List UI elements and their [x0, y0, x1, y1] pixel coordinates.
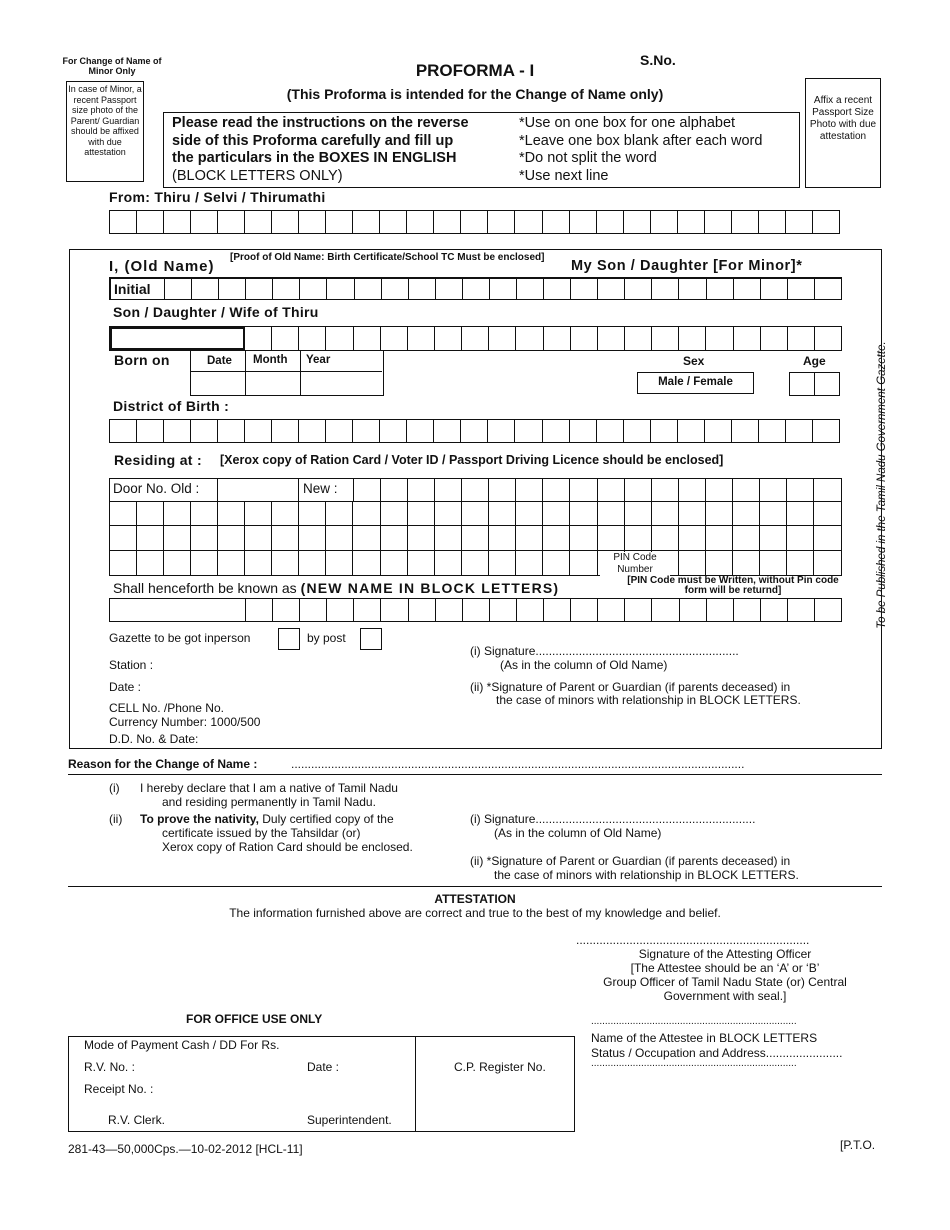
- letter-box[interactable]: [543, 279, 570, 299]
- dob-month-input[interactable]: [246, 372, 300, 394]
- letter-box[interactable]: [487, 211, 514, 233]
- letter-box[interactable]: [326, 279, 353, 299]
- letter-box[interactable]: [597, 279, 624, 299]
- address-grid-line: [705, 478, 706, 501]
- dob-year-input[interactable]: [301, 372, 382, 394]
- letter-box[interactable]: [325, 211, 352, 233]
- address-grid-line: [678, 478, 679, 501]
- letter-box[interactable]: [543, 327, 570, 350]
- address-grid-line: [434, 501, 435, 576]
- letter-box[interactable]: [190, 420, 217, 442]
- address-grid-line: [325, 501, 326, 576]
- address-grid-line: [461, 501, 462, 576]
- reason-sig1-note: (As in the column of Old Name): [494, 826, 662, 840]
- letter-box[interactable]: [352, 211, 379, 233]
- letter-box[interactable]: [434, 327, 461, 350]
- attestee-name-l1: Name of the Attestee in BLOCK LETTERS: [591, 1031, 818, 1045]
- photo-note: Affix a recent Passport Size Photo with due attestation: [809, 95, 877, 142]
- serial-number-label: S.No.: [640, 52, 676, 68]
- old-name-row: [109, 277, 842, 300]
- address-grid-line: [244, 501, 245, 576]
- initial-label: Initial: [111, 279, 165, 299]
- pin-label: PIN Code Number: [600, 552, 670, 576]
- instr-line-2: side of this Proforma carefully and fill up: [172, 132, 454, 149]
- address-grid-line: [298, 501, 299, 576]
- attestation-statement: The information furnished above are correct and true to the best of my knowledge and belief.: [229, 906, 721, 920]
- letter-box[interactable]: [217, 420, 244, 442]
- letter-box[interactable]: [435, 279, 462, 299]
- by-post-label: by post: [307, 631, 346, 645]
- letter-box[interactable]: [217, 211, 244, 233]
- letter-box[interactable]: [704, 211, 731, 233]
- year-label: Year: [306, 354, 331, 366]
- age-label: Age: [803, 354, 826, 368]
- letter-box[interactable]: [110, 211, 136, 233]
- letter-box[interactable]: [245, 327, 271, 350]
- letter-box[interactable]: [787, 279, 814, 299]
- letter-box[interactable]: [190, 211, 217, 233]
- letter-box[interactable]: [380, 599, 407, 621]
- letter-box[interactable]: [353, 327, 380, 350]
- letter-box[interactable]: [110, 420, 136, 442]
- letter-box[interactable]: [299, 599, 326, 621]
- decl-ii-l2: certificate issued by the Tahsildar (or): [162, 826, 361, 840]
- dd-label: D.D. No. & Date:: [109, 732, 199, 746]
- station-label: Station :: [109, 658, 154, 672]
- letter-box[interactable]: [461, 327, 488, 350]
- letter-box[interactable]: [136, 211, 163, 233]
- rule-2: *Leave one box blank after each word: [519, 132, 763, 149]
- reason-sig1-label: (i) Signature..................................................................: [470, 812, 756, 826]
- rv-clerk-label: R.V. Clerk.: [108, 1113, 165, 1127]
- letter-box[interactable]: [352, 420, 379, 442]
- letter-box[interactable]: [623, 211, 650, 233]
- decl-ii-l1: [140, 812, 394, 826]
- letter-box[interactable]: [272, 599, 299, 621]
- address-grid-line: [380, 478, 381, 501]
- attesting-sig-l3: Group Officer of Tamil Nadu State (or) Central: [603, 975, 847, 989]
- letter-box[interactable]: [758, 420, 785, 442]
- sig1-note: (As in the column of Old Name): [500, 658, 668, 672]
- attesting-sig-l1: Signature of the Attesting Officer: [638, 947, 812, 961]
- letter-box[interactable]: [326, 599, 353, 621]
- letter-box[interactable]: [381, 279, 408, 299]
- address-grid-line: [597, 501, 598, 576]
- letter-box[interactable]: [733, 327, 760, 350]
- letter-box[interactable]: [542, 420, 569, 442]
- pin-note: [PIN Code must be Written, without Pin code form will be returnd]: [627, 575, 839, 596]
- door-old-label: Door No. Old :: [113, 481, 200, 496]
- by-post-checkbox[interactable]: [360, 628, 382, 650]
- letter-box[interactable]: [516, 279, 543, 299]
- letter-box[interactable]: [679, 599, 706, 621]
- letter-box[interactable]: [514, 211, 541, 233]
- address-grid-line: [136, 501, 137, 576]
- letter-box[interactable]: [489, 599, 516, 621]
- letter-box[interactable]: [597, 599, 624, 621]
- letter-box[interactable]: [760, 599, 787, 621]
- letter-box[interactable]: [760, 327, 787, 350]
- address-grid-line: [624, 478, 625, 501]
- decl-ii-num: (ii): [109, 812, 123, 826]
- letter-box[interactable]: [543, 599, 570, 621]
- door-new-label: New :: [303, 481, 338, 496]
- decl-i-l2: and residing permanently in Tamil Nadu.: [162, 795, 376, 809]
- parent-name-boxes[interactable]: [245, 327, 841, 350]
- letter-box[interactable]: [706, 599, 733, 621]
- address-grid-line: [407, 478, 408, 501]
- letter-box[interactable]: [325, 420, 352, 442]
- address-grid-line: [786, 501, 787, 576]
- address-grid-line: [407, 501, 408, 576]
- letter-box[interactable]: [460, 211, 487, 233]
- old-name-proof-note: [Proof of Old Name: Birth Certificate/School TC Must be enclosed]: [230, 252, 545, 263]
- attesting-sig-l2: [The Attestee should be an ‘A’ or ‘B’: [630, 961, 820, 975]
- address-grid-line: [298, 478, 299, 501]
- decl-i-num: (i): [109, 781, 120, 795]
- letter-box[interactable]: [706, 279, 733, 299]
- address-grid-line: [597, 478, 598, 501]
- age-boxes[interactable]: [789, 372, 840, 396]
- side-text: To be Published in the Tamil Nadu Government Gazette.: [876, 341, 888, 629]
- gazette-label: Gazette to be got inperson: [109, 631, 251, 645]
- letter-box[interactable]: [516, 599, 543, 621]
- letter-box[interactable]: [406, 420, 433, 442]
- letter-box[interactable]: [812, 211, 839, 233]
- letter-box[interactable]: [325, 327, 352, 350]
- new-name-boxes[interactable]: [246, 599, 841, 621]
- reason-label: Reason for the Change of Name :: [68, 757, 258, 771]
- currency-label: Currency Number: 1000/500: [109, 715, 261, 729]
- sex-value: Male / Female: [658, 376, 733, 388]
- letter-box[interactable]: [408, 599, 435, 621]
- attestee-name-line[interactable]: ..........................................................................: [591, 1016, 797, 1027]
- address-grid-line: [353, 478, 354, 501]
- address-grid-line: [190, 501, 191, 576]
- rv-number-label: R.V. No. :: [84, 1060, 135, 1074]
- address-grid-line: [163, 501, 164, 576]
- letter-box[interactable]: [514, 420, 541, 442]
- letter-box[interactable]: [165, 279, 191, 299]
- parent-label: Son / Daughter / Wife of Thiru: [113, 304, 319, 320]
- office-heading: FOR OFFICE USE ONLY: [186, 1012, 323, 1026]
- new-name-bold: (NEW NAME IN BLOCK LETTERS): [300, 580, 560, 596]
- letter-box[interactable]: [731, 420, 758, 442]
- letter-box[interactable]: [246, 599, 272, 621]
- reason-sig2-label: (ii) *Signature of Parent or Guardian (if parents deceased) in: [470, 854, 791, 868]
- letter-box[interactable]: [433, 420, 460, 442]
- from-label: From: Thiru / Selvi / Thirumathi: [109, 189, 326, 205]
- address-grid-line: [786, 478, 787, 501]
- parent-initial-box[interactable]: [110, 327, 245, 350]
- sig1-label: (i) Signature.............................................................: [470, 644, 739, 658]
- address-grid-line: [488, 478, 489, 501]
- attesting-sig-l4: Government with seal.]: [663, 989, 787, 1003]
- letter-box[interactable]: [298, 420, 325, 442]
- letter-box[interactable]: [460, 420, 487, 442]
- residing-note: [Xerox copy of Ration Card / Voter ID / Passport Driving Licence should be enclosed]: [220, 453, 724, 467]
- decl-ii-text: Duly certified copy of the: [262, 812, 394, 826]
- letter-box[interactable]: [704, 420, 731, 442]
- letter-box[interactable]: [624, 327, 651, 350]
- address-grid-line: [542, 478, 543, 501]
- letter-box[interactable]: [787, 327, 814, 350]
- letter-box[interactable]: [678, 279, 705, 299]
- residing-label: Residing at :: [114, 452, 202, 468]
- letter-box[interactable]: [462, 599, 489, 621]
- letter-box[interactable]: [650, 420, 677, 442]
- letter-box[interactable]: [760, 279, 787, 299]
- address-grid-line: [542, 501, 543, 576]
- letter-box[interactable]: [380, 327, 407, 350]
- rule-4: *Use next line: [519, 167, 609, 184]
- letter-box[interactable]: [299, 279, 326, 299]
- letter-box[interactable]: [570, 599, 597, 621]
- address-grid-line: [759, 501, 760, 576]
- letter-box[interactable]: [624, 599, 651, 621]
- old-name-label: I, (Old Name): [109, 258, 215, 275]
- letter-box[interactable]: [812, 420, 839, 442]
- letter-box[interactable]: [733, 599, 760, 621]
- letter-box[interactable]: [597, 327, 624, 350]
- new-name-initial-box[interactable]: [110, 599, 246, 621]
- letter-box[interactable]: [623, 420, 650, 442]
- receipt-number-label: Receipt No. :: [84, 1082, 154, 1096]
- letter-box[interactable]: [298, 327, 325, 350]
- page-title: PROFORMA - I: [415, 61, 535, 80]
- sex-label: Sex: [683, 354, 705, 368]
- address-grid-line: [515, 501, 516, 576]
- address-grid-line: [813, 501, 814, 576]
- letter-box[interactable]: [569, 211, 596, 233]
- instructions-rules: [519, 115, 799, 185]
- address-grid-line: [569, 478, 570, 501]
- letter-box[interactable]: [271, 420, 298, 442]
- attesting-sig-line[interactable]: ......................................................................: [576, 933, 810, 947]
- district-boxes[interactable]: [109, 419, 840, 443]
- footer-code: 281-43—50,000Cps.—10-02-2012 [HCL-11]: [68, 1142, 303, 1156]
- address-grid-line: [380, 501, 381, 576]
- date-label: Date: [207, 355, 232, 367]
- letter-box[interactable]: [678, 327, 705, 350]
- address-grid-line: [217, 478, 218, 501]
- letter-box[interactable]: [245, 279, 272, 299]
- instr-line-3: the particulars in the BOXES IN ENGLISH: [172, 150, 457, 166]
- letter-box[interactable]: [787, 599, 814, 621]
- attestee-name-l2: Status / Occupation and Address.......................: [591, 1046, 843, 1060]
- address-grid-line: [651, 478, 652, 501]
- letter-box[interactable]: [354, 279, 381, 299]
- letter-box[interactable]: [785, 420, 812, 442]
- minor-label: My Son / Daughter [For Minor]*: [571, 258, 803, 274]
- address-grid-line: [813, 478, 814, 501]
- new-name-prefix: Shall henceforth be known as: [113, 580, 297, 596]
- letter-box[interactable]: [379, 420, 406, 442]
- letter-box[interactable]: [758, 211, 785, 233]
- minor-heading: For Change of Name of Minor Only: [62, 56, 162, 76]
- decl-i-l1: I hereby declare that I am a native of Tamil Nadu: [140, 781, 398, 795]
- letter-box[interactable]: [570, 327, 597, 350]
- letter-box[interactable]: [731, 211, 758, 233]
- address-grid-line: [271, 501, 272, 576]
- page-subtitle: (This Proforma is intended for the Change of Name only): [286, 86, 664, 102]
- sex-field[interactable]: [637, 372, 754, 394]
- letter-box[interactable]: [244, 211, 271, 233]
- letter-box[interactable]: [488, 327, 515, 350]
- letter-box[interactable]: [542, 211, 569, 233]
- letter-box[interactable]: [163, 420, 190, 442]
- from-name-boxes[interactable]: [109, 210, 840, 234]
- letter-box[interactable]: [407, 327, 434, 350]
- dob-date-input[interactable]: [191, 372, 245, 394]
- photo-box[interactable]: [805, 78, 881, 188]
- address-grid-line: [488, 501, 489, 576]
- attestation-heading: ATTESTATION: [434, 892, 516, 906]
- cp-register-label: C.P. Register No.: [454, 1060, 546, 1074]
- letter-box[interactable]: [733, 279, 760, 299]
- sig2-label: (ii) *Signature of Parent or Guardian (if parents deceased) in: [470, 680, 791, 694]
- letter-box[interactable]: [163, 211, 190, 233]
- letter-box[interactable]: [651, 279, 678, 299]
- office-date-label: Date :: [307, 1060, 340, 1074]
- letter-box[interactable]: [705, 327, 732, 350]
- address-grid-line: [705, 501, 706, 576]
- new-name-label: [113, 580, 559, 596]
- letter-box[interactable]: [650, 211, 677, 233]
- decl-ii-l3: Xerox copy of Ration Card should be enclosed.: [162, 840, 413, 854]
- letter-box[interactable]: [271, 327, 298, 350]
- address-grid-line: [732, 478, 733, 501]
- cell-label: CELL No. /Phone No.: [109, 701, 224, 715]
- instr-line-4: (BLOCK LETTERS ONLY): [172, 167, 343, 184]
- letter-box[interactable]: [487, 420, 514, 442]
- letter-box[interactable]: [570, 279, 597, 299]
- letter-box[interactable]: [435, 599, 462, 621]
- minor-photo-note: In case of Minor, a recent Passport size photo of the Parent/ Guardian should be affixed with due attestation: [68, 84, 142, 157]
- letter-box[interactable]: [651, 327, 678, 350]
- payment-mode-label: Mode of Payment Cash / DD For Rs.: [84, 1038, 280, 1052]
- address-grid-line: [759, 478, 760, 501]
- letter-box[interactable]: [406, 211, 433, 233]
- instructions-main: [172, 115, 512, 185]
- letter-box[interactable]: [272, 279, 299, 299]
- letter-box[interactable]: [462, 279, 489, 299]
- letter-box[interactable]: [569, 420, 596, 442]
- letter-box[interactable]: [408, 279, 435, 299]
- reason-sig2-note: the case of minors with relationship in BLOCK LETTERS.: [494, 868, 799, 882]
- letter-box[interactable]: [596, 420, 623, 442]
- parent-name-row: [109, 326, 842, 351]
- new-name-row: [109, 598, 842, 622]
- born-on-label: Born on: [114, 352, 170, 368]
- decl-ii-bold: To prove the nativity,: [140, 812, 259, 826]
- letter-box[interactable]: [353, 599, 380, 621]
- letter-box[interactable]: [298, 211, 325, 233]
- letter-box[interactable]: [785, 211, 812, 233]
- letter-box[interactable]: [136, 420, 163, 442]
- address-grid-line: [434, 478, 435, 501]
- attestee-address-line[interactable]: ..........................................................................: [591, 1058, 797, 1069]
- letter-box[interactable]: [624, 279, 651, 299]
- letter-box[interactable]: [677, 420, 704, 442]
- date-field-label: Date :: [109, 680, 142, 694]
- address-grid-line: [217, 501, 218, 576]
- address-grid-line: [678, 501, 679, 576]
- letter-box[interactable]: [191, 279, 218, 299]
- letter-box[interactable]: [814, 327, 841, 350]
- letter-box[interactable]: [814, 599, 841, 621]
- letter-box[interactable]: [218, 279, 245, 299]
- rule-3: *Do not split the word: [519, 150, 657, 166]
- letter-box[interactable]: [515, 327, 542, 350]
- attesting-sig-block: [570, 947, 880, 1003]
- superintendent-label: Superintendent.: [307, 1113, 392, 1127]
- letter-box[interactable]: [489, 279, 516, 299]
- inperson-checkbox[interactable]: [278, 628, 300, 650]
- letter-box[interactable]: [379, 211, 406, 233]
- letter-box[interactable]: [596, 211, 623, 233]
- address-grid-line: [461, 478, 462, 501]
- sig2-note: the case of minors with relationship in BLOCK LETTERS.: [496, 693, 801, 707]
- letter-box[interactable]: [433, 211, 460, 233]
- rule-1: *Use on one box for one alphabet: [519, 115, 736, 131]
- reason-dots[interactable]: ........................................................................................................................................: [291, 757, 745, 771]
- letter-box[interactable]: [244, 420, 271, 442]
- instr-line-1: Please read the instructions on the reverse: [172, 115, 469, 131]
- old-name-boxes[interactable]: [165, 279, 841, 299]
- address-grid-line: [515, 478, 516, 501]
- pto-label: [P.T.O.: [840, 1138, 876, 1152]
- address-grid-line: [732, 501, 733, 576]
- month-label: Month: [253, 354, 288, 366]
- address-grid-line: [352, 501, 353, 576]
- address-grid-line: [569, 501, 570, 576]
- letter-box[interactable]: [651, 599, 678, 621]
- letter-box[interactable]: [271, 211, 298, 233]
- minor-photo-box[interactable]: [66, 81, 144, 182]
- letter-box[interactable]: [814, 279, 841, 299]
- district-label: District of Birth :: [113, 398, 230, 414]
- letter-box[interactable]: [677, 211, 704, 233]
